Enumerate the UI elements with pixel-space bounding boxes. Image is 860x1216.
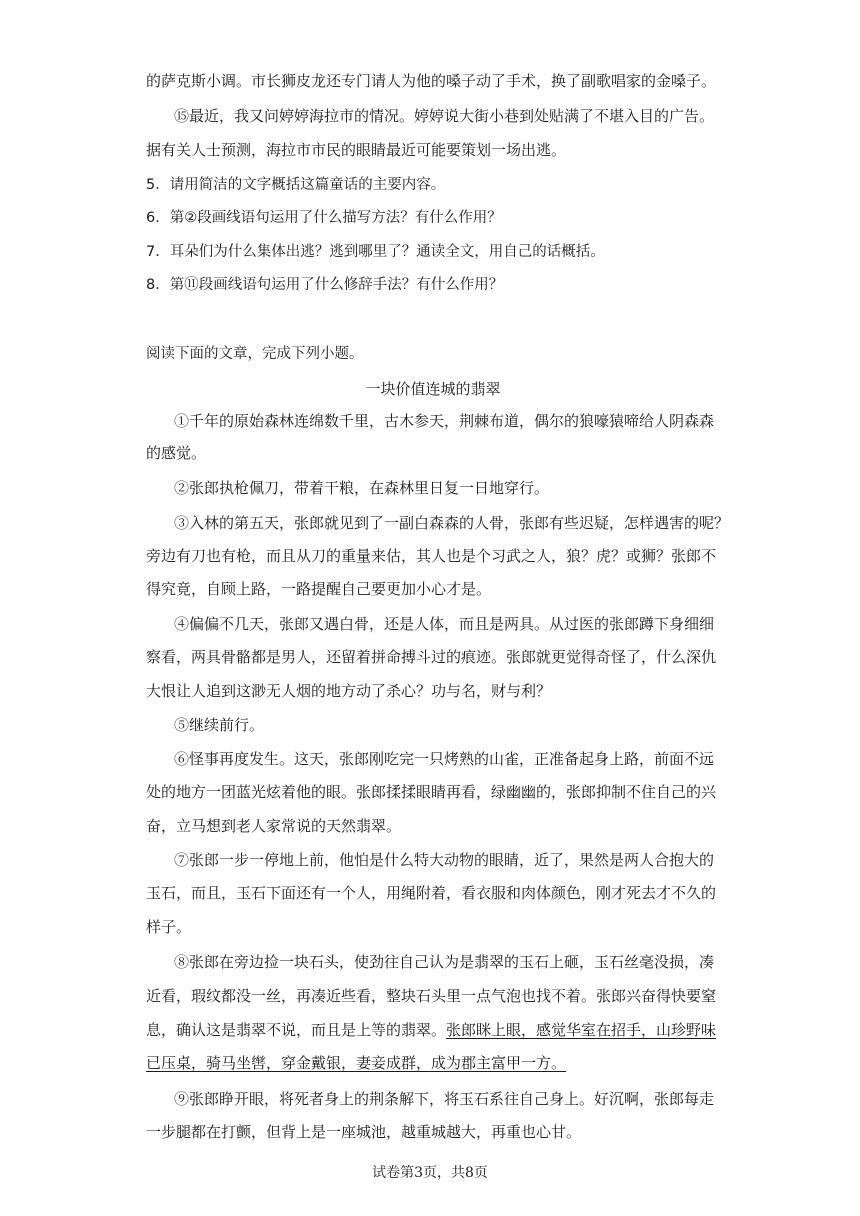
paragraph-4-cont: 察看，两具骨骼都是男人，还留着拼命搏斗过的痕迹。张郎就更觉得奇怪了，什么深仇 [146,648,717,666]
paragraph-6: ⑥怪事再度发生。这天，张郎刚吃完一只烤熟的山雀，正准备起身上路，前面不远 [174,750,715,768]
underlined-sentence: 张郎眯上眼，感觉华室在招手，山珍野味 [446,1021,717,1039]
paragraph-8-cont [146,1020,720,1040]
paragraph-9-cont: 一步腿都在打颤，但背上是一座城池，越重城越大，再重也心甘。 [146,1123,582,1141]
question-6: 6．第②段画线语句运用了什么描写方法？有什么作用？ [146,210,502,226]
paragraph-8: ⑧张郎在旁边捡一块石头，使劲往自己认为是翡翠的玉石上砸，玉石丝毫没损，凑 [174,953,715,971]
paragraph-7-cont: 玉石，而且，玉石下面还有一个人，用绳附着，看衣服和肉体颜色，刚才死去才不久的 [146,884,717,902]
paragraph-4: ④偏偏不几天，张郎又遇白骨，还是人体，而且是两具。从过医的张郎蹲下身细细 [174,615,715,633]
paragraph-2: ②张郎执枪佩刀，带着干粮，在森林里日复一日地穿行。 [174,479,550,497]
prev-paragraph-15: ⑮最近，我又问婷婷海拉市的情况。婷婷说大街小巷到处贴满了不堪入目的广告。 [174,107,715,125]
prev-paragraph-15-cont: 据有关人士预测，海拉市市民的眼睛最近可能要策划一场出逃。 [146,141,567,159]
paragraph-1-cont: 的感觉。 [146,444,207,462]
paragraph-8-cont: 近看，瑕纹都没一丝，再凑近些看，整块石头里一点气泡也找不着。张郎兴奋得快要窒 [146,987,717,1005]
question-5: 5．请用简洁的文字概括这篇童话的主要内容。 [146,177,446,193]
article-title: 一块价值连城的翡翠 [365,380,501,398]
paragraph-3: ③入林的第五天，张郎就见到了一副白森森的人骨，张郎有些迟疑，怎样遇害的呢？ [174,514,730,532]
paragraph-9: ⑨张郎睁开眼，将死者身上的荆条解下，将玉石系往自己身上。好沉啊，张郎每走 [174,1090,715,1108]
paragraph-7-cont: 样子。 [146,918,192,936]
paragraph-6-cont: 处的地方一团蓝光炫着他的眼。张郎揉揉眼睛再看，绿幽幽的，张郎抑制不住自己的兴 [146,783,717,801]
paragraph-5: ⑤继续前行。 [174,716,265,734]
section-instruction: 阅读下面的文章，完成下列小题。 [146,346,364,362]
paragraph-3-cont: 旁边有刀也有枪，而且从刀的重量来估，其人也是个习武之人，狼？虎？或狮？张郎不 [146,547,717,565]
paragraph-8-text: 息，确认这是翡翠不说，而且是上等的翡翠。 [146,1021,447,1039]
paragraph-6-cont: 奋，立马想到老人家常说的天然翡翠。 [146,817,402,835]
question-8: 8．第⑪段画线语句运用了什么修辞手法？有什么作用？ [146,277,504,293]
page-footer: 试卷第3页，共8页 [372,1165,488,1181]
paragraph-8-cont [146,1053,720,1073]
paragraph-3-cont: 得究竟，自顾上路，一路提醒自己要更加小心才是。 [146,580,492,598]
question-7: 7．耳朵们为什么集体出逃？逃到哪里了？通读全文，用自己的话概括。 [146,244,605,260]
paragraph-4-cont: 大恨让人追到这渺无人烟的地方动了杀心？功与名，财与利？ [146,682,552,700]
paragraph-7: ⑦张郎一步一停地上前，他怕是什么特大动物的眼睛，近了，果然是两人合抱大的 [174,851,715,869]
paragraph-1: ①千年的原始森林连绵数千里，古木参天，荆棘布道，偶尔的狼嚎猿啼给人阴森森 [174,412,715,430]
underlined-sentence-cont: 已压桌，骑马坐辔，穿金戴银，妻妾成群，成为郡主富甲一方。 [146,1054,567,1072]
prev-story-line: 的萨克斯小调。市长狮皮龙还专门请人为他的嗓子动了手术，换了副歌唱家的金嗓子。 [146,72,717,90]
